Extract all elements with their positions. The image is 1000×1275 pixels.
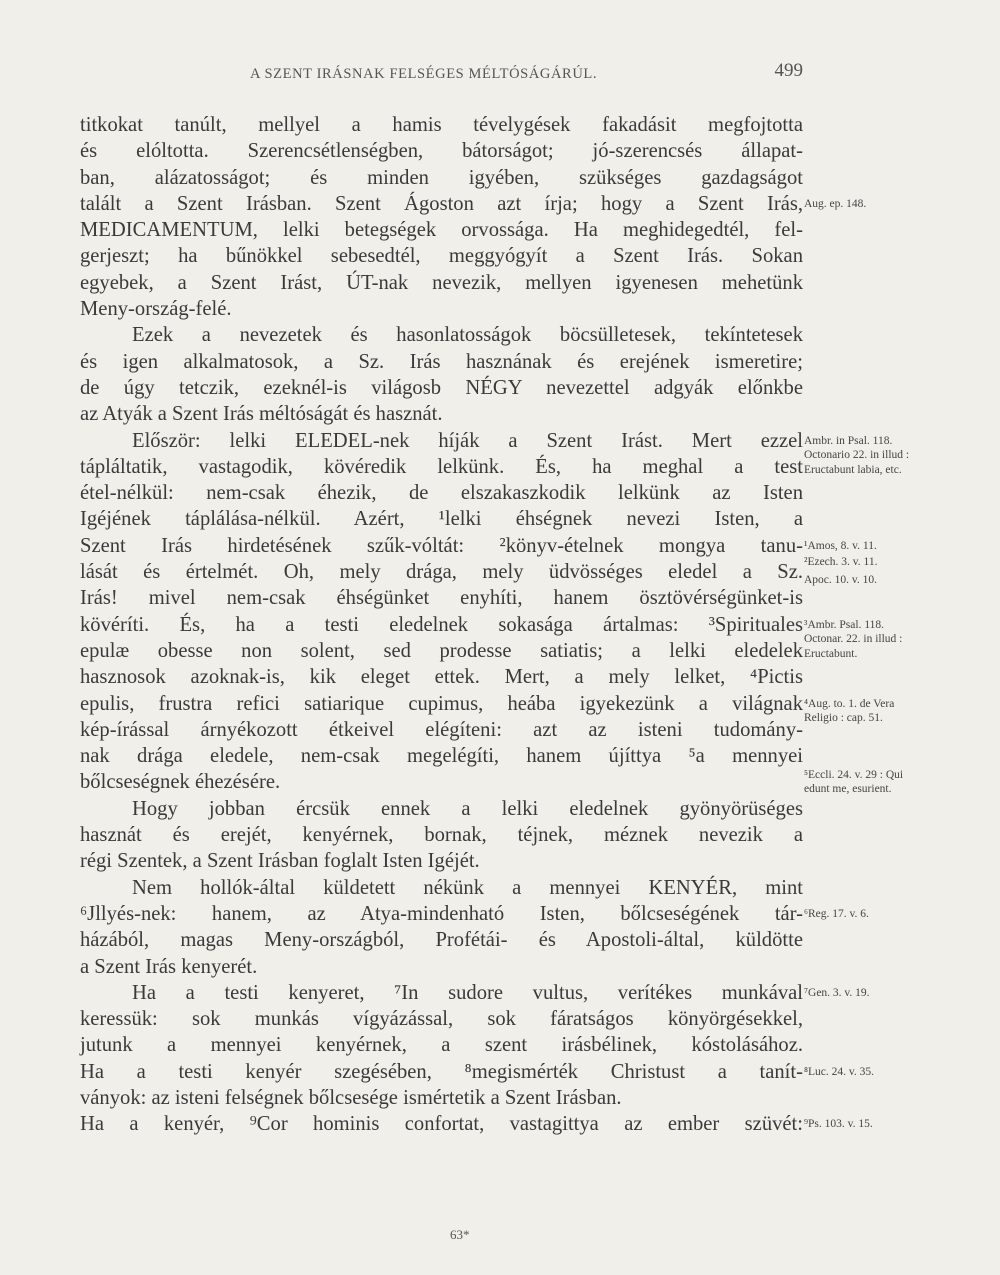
- text-line: lását és értelmét. Oh, mely drága, mely üdvösséges eledel a Sz.: [80, 561, 803, 584]
- text-line: jutunk a mennyei kenyérnek, a szent irásbélinek, kóstolásához.: [80, 1034, 803, 1057]
- margin-note: Aug. ep. 148.: [804, 197, 867, 210]
- margin-note: ³Ambr. Psal. 118. Octonar. 22. in illud : Eructabunt.: [804, 618, 903, 660]
- text-line: Meny-ország-felé.: [80, 298, 232, 321]
- text-line: nak drága eledele, nem-csak megelégíti, hanem újíttya ⁵a mennyei: [80, 745, 803, 768]
- text-line: és elóltotta. Szerencsétlenségben, bátorságot; jó-szerencsés állapat-: [80, 140, 803, 163]
- text-line: titkokat tanúlt, mellyel a hamis tévelygések fakadásit megfojtotta: [80, 114, 803, 136]
- margin-note: ²Ezech. 3. v. 11.: [804, 555, 878, 568]
- text-line: az Atyák a Szent Irás méltóságát és hasznát.: [80, 403, 443, 426]
- text-line: gerjeszt; ha bűnökkel sebesedtél, meggyógyít a Szent Irás. Sokan: [80, 245, 803, 268]
- text-line: kép-írással árnyékozott étkeivel elégíteni: azt az isteni tudomány-: [80, 718, 803, 741]
- text-line: Nem hollók-által küldetett nékünk a mennyei KENYÉR, mint: [132, 876, 803, 899]
- running-title: A SZENT IRÁSNAK FELSÉGES MÉLTÓSÁGÁRÚL.: [250, 66, 598, 82]
- text-line: Szent Irás hirdetésének szűk-vóltát: ²könyv-ételnek mongya tanu-: [80, 534, 803, 557]
- text-line: hasznosok azoknak-is, kik eleget ettek. Mert, a mely lelket, ⁴Pictis: [80, 666, 803, 689]
- margin-note: ⁹Ps. 103. v. 15.: [804, 1118, 873, 1131]
- margin-note: ⁶Reg. 17. v. 6.: [804, 908, 869, 920]
- text-line: talált a Szent Irásban. Szent Ágoston azt írja; hogy a Szent Irás,: [80, 192, 803, 215]
- text-line: ⁶Jllyés-nek: hanem, az Atya-mindenható Isten, bőlcseségének tár-: [80, 902, 803, 925]
- margin-note: ⁴Aug. to. 1. de Vera Religio : cap. 51.: [804, 697, 895, 725]
- text-line: MEDICAMENTUM, lelki betegségek orvossága. Ha meghidegedtél, fel-: [80, 219, 803, 242]
- text-line: Ha a kenyér, ⁹Cor hominis confortat, vastagittya az ember szüvét:: [80, 1113, 803, 1136]
- page-header: [80, 60, 803, 90]
- text-line: epulis, frustra refici satiarique cupimus, heába igyekezünk a világnak: [80, 692, 803, 715]
- text-line: keressük: sok munkás vígyázással, sok fáratságos könyörgésekkel,: [80, 1008, 803, 1031]
- text-line: Ha a testi kenyér szegésében, ⁸megismérték Christust a tanít-: [80, 1060, 803, 1083]
- text-line: Először: lelki ELEDEL-nek híják a Szent Irást. Mert ezzel: [132, 429, 803, 452]
- text-line: ban, alázatosságot; és minden igyében, szükséges gazdagságot: [80, 166, 803, 189]
- text-line: régi Szentek, a Szent Irásban foglalt Isten Igéjét.: [80, 850, 480, 873]
- text-line: bőlcseségnek éhezésére.: [80, 771, 281, 794]
- text-line: ványok: az isteni felségnek bőlcsesége ismértetik a Szent Irásban.: [80, 1086, 622, 1109]
- margin-note: Ambr. in Psal. 118. Octonario 22. in illud : Eructabunt labia, etc.: [804, 434, 910, 476]
- text-line: Ha a testi kenyeret, ⁷In sudore vultus, verítékes munkával: [132, 981, 803, 1004]
- text-line: de úgy tetczik, ezeknél-is világosb NÉGY nevezettel adgyák előnkbe: [80, 376, 803, 399]
- margin-note: ⁷Gen. 3. v. 19.: [804, 986, 870, 999]
- margin-note: ¹Amos, 8. v. 11.: [804, 539, 877, 552]
- margin-note: ⁸Luc. 24. v. 35.: [804, 1065, 875, 1078]
- text-line: tápláltatik, vastagodik, kövéredik lelkünk. És, ha meghal a test: [80, 455, 803, 478]
- text-line: házából, magas Meny-országból, Profétái- és Apostoli-által, küldötte: [80, 929, 803, 952]
- margin-note: ⁵Eccli. 24. v. 29 : Qui edunt me, esurient.: [804, 768, 904, 796]
- text-line: epulæ obesse non solent, sed prodesse satiatis; a lelki eledelek: [80, 639, 803, 662]
- page-number: 499: [774, 60, 803, 81]
- text-line: hasznát és erejét, kenyérnek, bornak, téjnek, méznek nevezik a: [80, 824, 803, 847]
- text-line: Ezek a nevezetek és hasonlatosságok böcsülletesek, tekíntetesek: [132, 324, 803, 347]
- signature-mark: 63*: [450, 1227, 470, 1242]
- text-line: kövéríti. És, ha a testi eledelnek sokasága ártalmas: ³Spirituales: [80, 613, 803, 636]
- text-line: Hogy jobban ércsük ennek a lelki eledelnek gyönyörüséges: [132, 797, 803, 820]
- text-line: és igen alkalmatosok, a Sz. Irás hasznának és erejének ismeretire;: [80, 350, 803, 373]
- text-line: Irás! mivel nem-csak éhségünket enyhíti, hanem ösztövérségünket-is: [80, 587, 803, 610]
- body-text: [80, 112, 803, 1138]
- text-line: egyebek, a Szent Irást, ÚT-nak nevezik, mellyen igyenesen mehetünk: [80, 271, 803, 294]
- margin-note: Apoc. 10. v. 10.: [804, 573, 878, 586]
- text-line: étel-nélkül: nem-csak éhezik, de elszakaszkodik lelkünk az Isten: [80, 482, 803, 505]
- text-line: a Szent Irás kenyerét.: [80, 955, 258, 978]
- text-line: Igéjének táplálása-nélkül. Azért, ¹lelki éhségnek nevezi Isten, a: [80, 508, 803, 531]
